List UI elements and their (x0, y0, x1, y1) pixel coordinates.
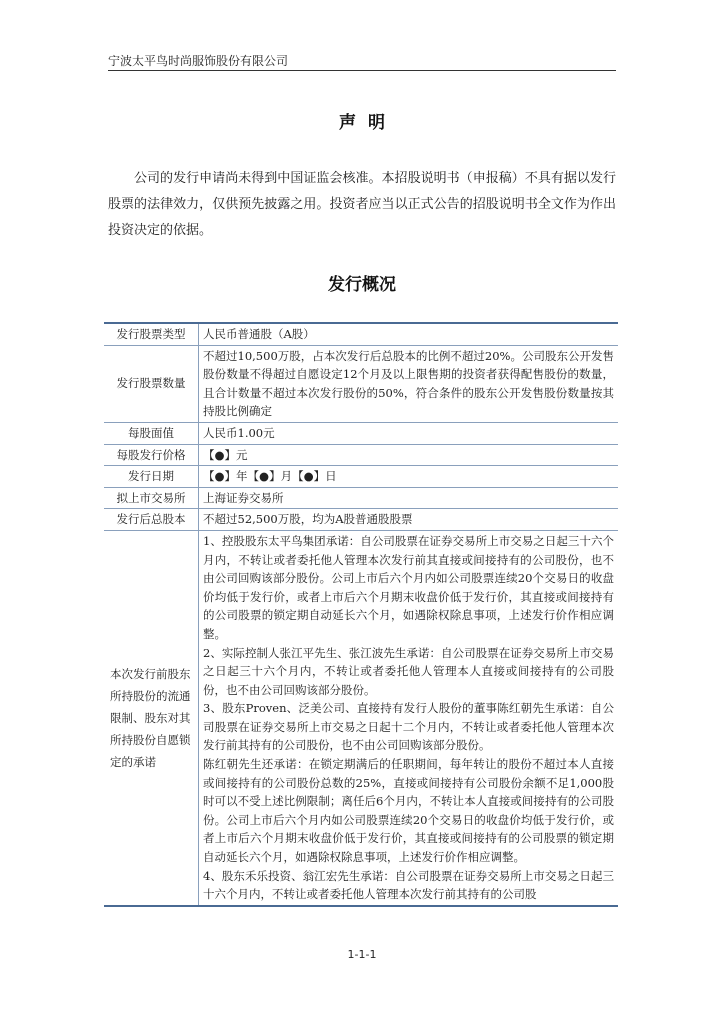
lockup-paragraph: 1、控股股东太平鸟集团承诺：自公司股票在证券交易所上市交易之日起三十六个月内，不转让或者委托他人管理本次发行前其直接或间接持有的公司股份，也不由公司回购该部分股份。公司上市后六个月内如公司股票连续20个交易日的收盘价均低于发行价，或者上市后六个月期末收盘价低于发行价，其直接或间接持有的公司股票的锁定期自动延长六个月，如遇除权除息事项，上述发行价作相应调整。 (203, 533, 614, 641)
table-row (104, 345, 618, 422)
row-value: 人民币1.00元 (199, 422, 619, 444)
row-value: 上海证券交易所 (199, 487, 619, 509)
statement-paragraph: 公司的发行申请尚未得到中国证监会核准。本招股说明书（申报稿）不具有据以发行股票的法律效力，仅供预先披露之用。投资者应当以正式公告的招股说明书全文作为作出投资决定的依据。 (108, 171, 616, 238)
row-label: 发行日期 (104, 466, 199, 488)
row-label: 每股面值 (104, 422, 199, 444)
lockup-commitments (199, 530, 619, 905)
page-number: 1-1-1 (347, 948, 377, 961)
table-row-lockup (104, 530, 618, 905)
row-label: 每股发行价格 (104, 444, 199, 466)
row-label: 发行后总股本 (104, 509, 199, 531)
row-value: 不超过52,500万股，均为A股普通股股票 (199, 509, 619, 531)
table-row (104, 466, 618, 488)
lockup-label: 本次发行前股东所持股份的流通限制、股东对其所持股份自愿锁定的承诺 (104, 530, 199, 905)
row-label: 发行股票数量 (104, 345, 199, 422)
lockup-paragraph: 2、实际控制人张江平先生、张江波先生承诺：自公司股票在证券交易所上市交易之日起三十六个月内，不转让或者委托他人管理本人直接或间接持有的公司股份，也不由公司回购该部分股份。 (203, 645, 614, 697)
table-row (104, 422, 618, 444)
lockup-paragraph: 3、股东Proven、泛美公司、直接持有发行人股份的董事陈红朝先生承诺：自公司股票在证券交易所上市交易之日起十二个月内，不转让或者委托他人管理本次发行前其持有的公司股份，也不由公司回购该部分股份。 (203, 701, 614, 753)
row-value: 【●】元 (199, 444, 619, 466)
lockup-paragraph: 陈红朝先生还承诺：在锁定期满后的任职期间，每年转让的股份不超过本人直接或间接持有的公司股份总数的25%，直接或间接持有公司股份余额不足1,000股时可以不受上述比例限制；离任后6个月内，不转让本人直接或间接持有的公司股份。公司上市后六个月内如公司股票连续20个交易日的收盘价均低于发行价，或者上市后六个月期末收盘价低于发行价，其直接或间接持有的公司股票的锁定期自动延长六个月，如遇除权除息事项，上述发行价作相应调整。 (203, 757, 614, 865)
statement-title: 声明 (339, 113, 397, 133)
header-rule (108, 70, 616, 71)
table-row (104, 509, 618, 531)
row-label: 拟上市交易所 (104, 487, 199, 509)
row-value: 人民币普通股（A股） (199, 323, 619, 345)
table-row (104, 444, 618, 466)
row-value: 【●】年【●】月【●】日 (199, 466, 619, 488)
row-label: 发行股票类型 (104, 323, 199, 345)
table-row (104, 323, 618, 345)
row-value: 不超过10,500万股，占本次发行后总股本的比例不超过20%。公司股东公开发售股份数量不得超过自愿设定12个月及以上限售期的投资者获得配售股份的数量，且合计数量不超过本次发行股份的50%，符合条件的股东公开发售股份数量按其持股比例确定 (199, 345, 619, 422)
lockup-paragraph: 4、股东禾乐投资、翁江宏先生承诺：自公司股票在证券交易所上市交易之日起三十六个月内，不转让或者委托他人管理本次发行前其持有的公司股 (203, 868, 614, 902)
offering-overview-table (104, 322, 618, 907)
table-row (104, 487, 618, 509)
overview-title: 发行概况 (328, 275, 396, 295)
running-header: 宁波太平鸟时尚服饰股份有限公司 (108, 54, 289, 68)
